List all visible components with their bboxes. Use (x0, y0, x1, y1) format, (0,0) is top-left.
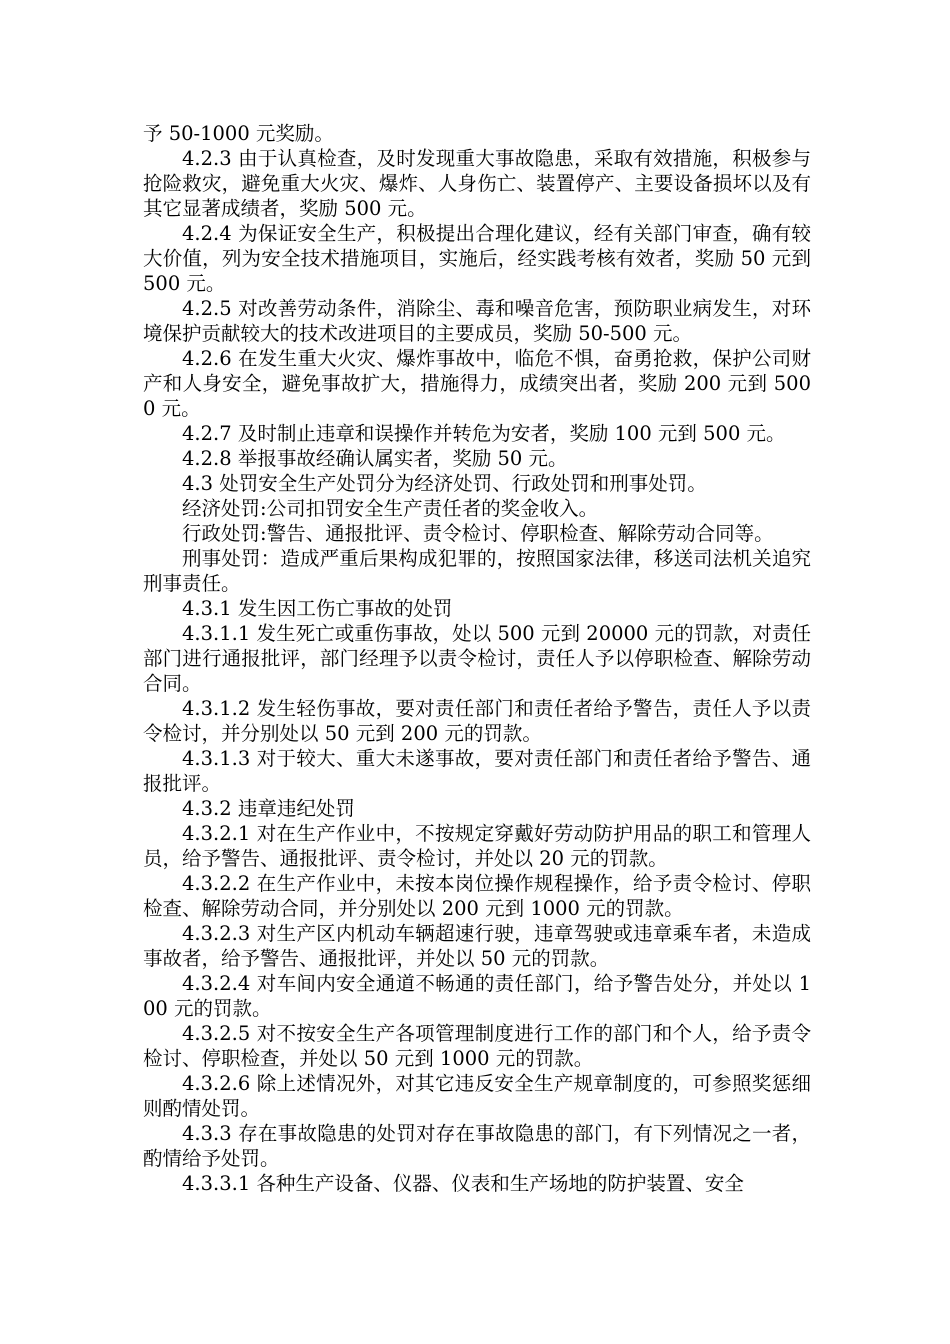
paragraph: 4.3.3 存在事故隐患的处罚对存在事故隐患的部门，有下列情况之一者，酌情给予处罚。 (143, 1122, 811, 1170)
paragraph: 4.2.3 由于认真检查，及时发现重大事故隐患，采取有效措施，积极参与抢险救灾，避免重大火灾、爆炸、人身伤亡、装置停产、主要设备损坏以及有其它显著成绩者，奖励 500 元。 (143, 147, 811, 220)
paragraph: 予 50-1000 元奖励。 (143, 122, 334, 145)
paragraph: 4.2.7 及时制止违章和误操作并转危为安者，奖励 100 元到 500 元。 (182, 422, 786, 445)
paragraph: 4.2.8 举报事故经确认属实者，奖励 50 元。 (182, 447, 568, 470)
paragraph: 4.3.3.1 各种生产设备、仪器、仪表和生产场地的防护装置、安全 (182, 1172, 744, 1195)
paragraph: 4.3.2.3 对生产区内机动车辆超速行驶，违章驾驶或违章乘车者，未造成事故者，给予警告、通报批评，并处以 50 元的罚款。 (143, 922, 811, 970)
paragraph: 4.2.4 为保证安全生产，积极提出合理化建议，经有关部门审查，确有较大价值，列为安全技术措施项目，实施后，经实践考核有效者，奖励 50 元到 500 元。 (143, 222, 811, 295)
paragraph: 4.2.5 对改善劳动条件，消除尘、毒和噪音危害，预防职业病发生，对环境保护贡献较大的技术改进项目的主要成员，奖励 50-500 元。 (143, 297, 811, 345)
paragraph: 4.3.1.2 发生轻伤事故，要对责任部门和责任者给予警告，责任人予以责令检讨，并分别处以 50 元到 200 元的罚款。 (143, 697, 811, 745)
paragraph: 4.3.2.4 对车间内安全通道不畅通的责任部门，给予警告处分，并处以 100 元的罚款。 (143, 972, 811, 1020)
paragraph: 4.3.1 发生因工伤亡事故的处罚 (182, 597, 453, 620)
paragraph: 4.3.1.1 发生死亡或重伤事故，处以 500 元到 20000 元的罚款，对责任部门进行通报批评，部门经理予以责令检讨，责任人予以停职检查、解除劳动合同。 (143, 622, 811, 695)
paragraph: 4.3.2.1 对在生产作业中，不按规定穿戴好劳动防护用品的职工和管理人员，给予警告、通报批评、责令检讨，并处以 20 元的罚款。 (143, 822, 811, 870)
paragraph: 4.3.1.3 对于较大、重大未遂事故，要对责任部门和责任者给予警告、通报批评。 (143, 747, 811, 795)
paragraph: 4.3 处罚安全生产处罚分为经济处罚、行政处罚和刑事处罚。 (182, 472, 707, 495)
paragraph: 4.2.6 在发生重大火灾、爆炸事故中，临危不惧，奋勇抢救，保护公司财产和人身安全，避免事故扩大，措施得力，成绩突出者，奖励 200 元到 5000 元。 (143, 347, 811, 420)
paragraph: 4.3.2.5 对不按安全生产各项管理制度进行工作的部门和个人，给予责令检讨、停职检查，并处以 50 元到 1000 元的罚款。 (143, 1022, 811, 1070)
paragraph: 刑事处罚：造成严重后果构成犯罪的，按照国家法律，移送司法机关追究刑事责任。 (143, 547, 811, 595)
document-body (143, 121, 811, 1196)
paragraph: 4.3.2.6 除上述情况外，对其它违反安全生产规章制度的，可参照奖惩细则酌情处罚。 (143, 1072, 811, 1120)
paragraph: 经济处罚:公司扣罚安全生产责任者的奖金收入。 (182, 497, 599, 520)
paragraph: 4.3.2.2 在生产作业中，未按本岗位操作规程操作，给予责令检讨、停职检查、解除劳动合同，并分别处以 200 元到 1000 元的罚款。 (143, 872, 811, 920)
paragraph: 行政处罚:警告、通报批评、责令检讨、停职检查、解除劳动合同等。 (182, 522, 774, 545)
paragraph: 4.3.2 违章违纪处罚 (182, 797, 355, 820)
